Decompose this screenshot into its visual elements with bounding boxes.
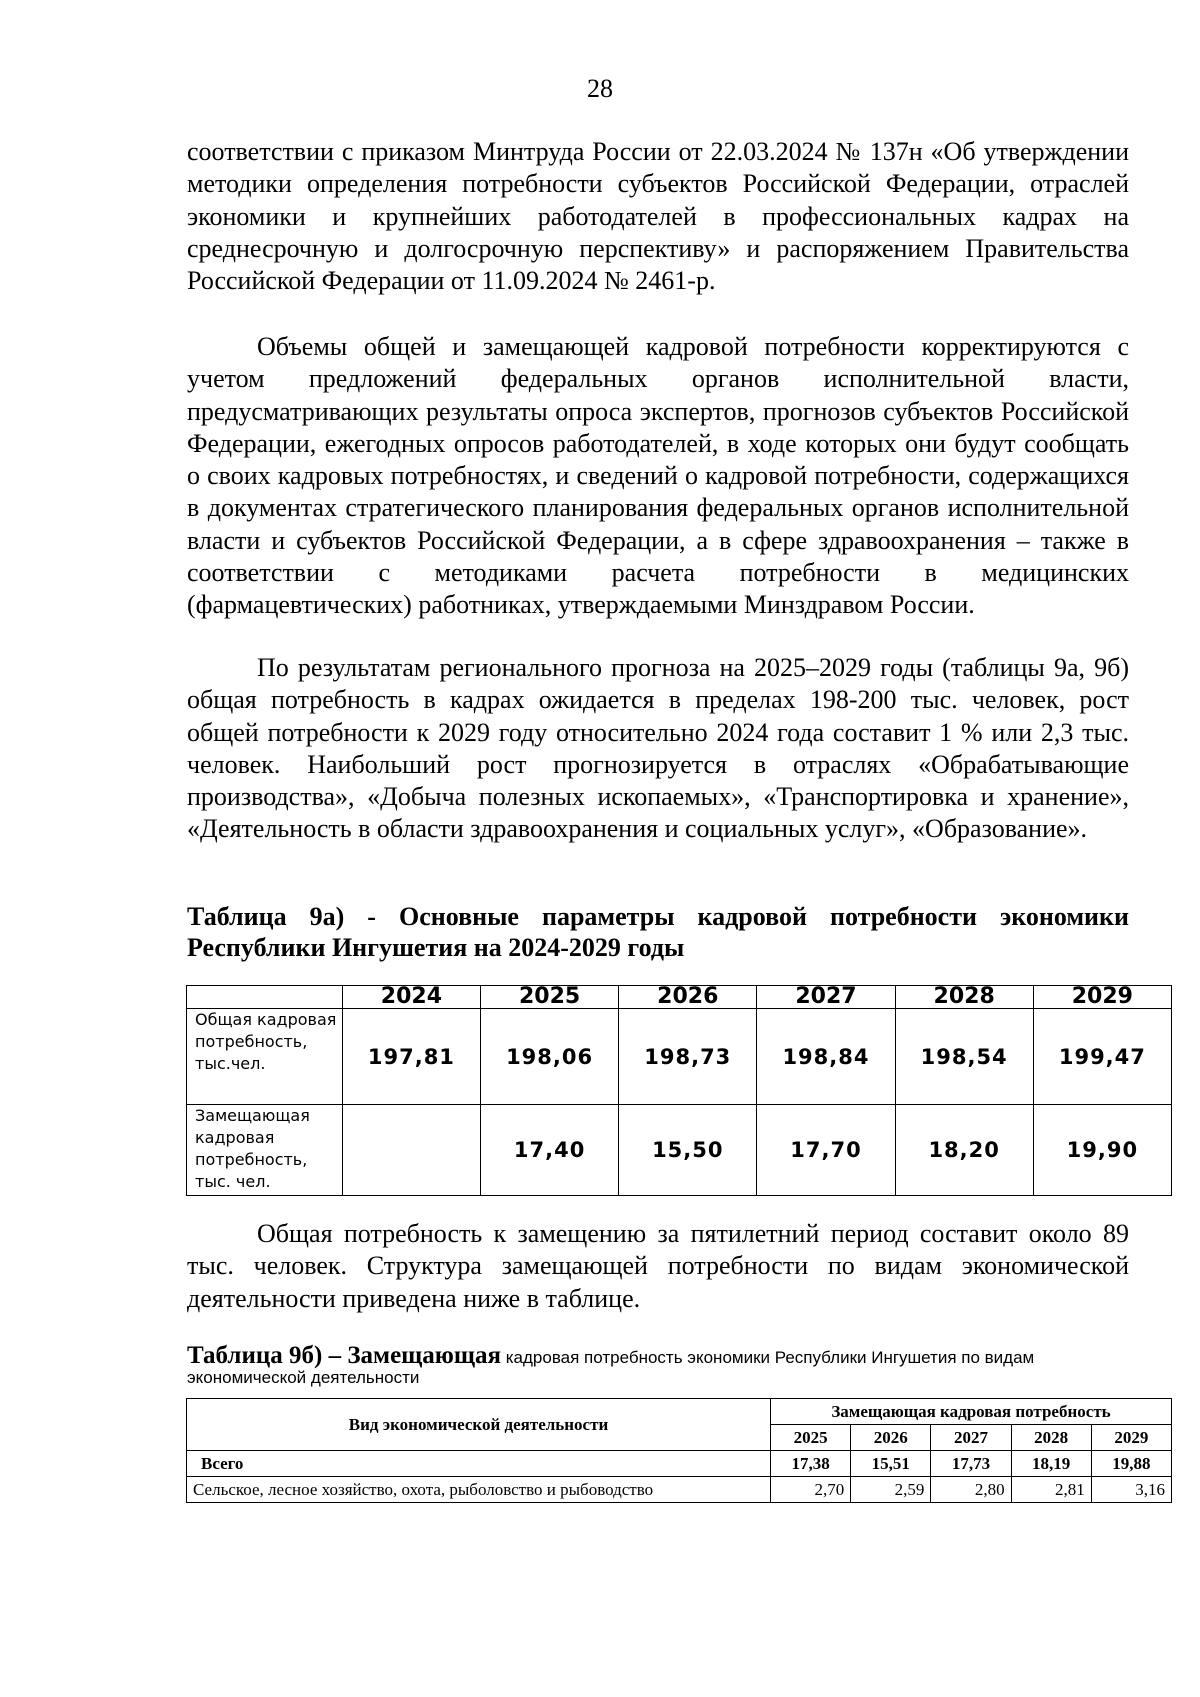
table-cell: 17,73 bbox=[931, 1451, 1011, 1477]
table-cell: 15,51 bbox=[851, 1451, 931, 1477]
table-9a-caption: Таблица 9а) - Основные параметры кадровой потребности экономики Республики Ингушетия на 2024-2029 годы bbox=[187, 902, 1129, 962]
table-cell: 198,54 bbox=[895, 1009, 1033, 1105]
table-9a-year-header: 2024 bbox=[342, 986, 480, 1009]
table-9a-year-header: 2027 bbox=[757, 986, 895, 1009]
paragraph-2: Объемы общей и замещающей кадровой потребности корректируются с учетом предложений федеральных органов исполнительной власти, предусматривающих результаты опроса экспертов, прогнозов субъектов Российской Федерации, ежегодных опросов работодателей, в ходе которых они будут сообщать о своих кадровых потребностях, и сведений о кадровой потребности, содержащихся в документах стратегического планирования федеральных органов исполнительной власти и субъектов Российской Федерации, а в сфере здравоохранения – также в соответствии с методиками расчета потребности в медицинских (фармацевтических) работниках, утверждаемыми Минздравом России. bbox=[187, 332, 1129, 620]
table-9b-caption-rest: кадровая потребность экономики Республики Ингушетия по видам экономической деятельности bbox=[187, 1348, 1035, 1387]
table-9a-header-row bbox=[187, 986, 1172, 1009]
table-cell: 17,40 bbox=[481, 1105, 619, 1196]
table-cell: 19,88 bbox=[1091, 1451, 1171, 1477]
table-9b-caption bbox=[187, 1342, 1129, 1388]
row-label: Общая кадровая потребность, тыс.чел. bbox=[187, 1009, 343, 1105]
table-9a-year-header: 2029 bbox=[1033, 986, 1171, 1009]
paragraph-3: По результатам регионального прогноза на 2025–2029 годы (таблицы 9а, 9б) общая потребность в кадрах ожидается в пределах 198-200 тыс. человек, рост общей потребности к 2029 году относительно 2024 года составит 1 % или 2,3 тыс. человек. Наибольший рост прогнозируется в отраслях «Обрабатывающие производства», «Добыча полезных ископаемых», «Транспортировка и хранение», «Деятельность в области здравоохранения и социальных услуг», «Образование». bbox=[187, 653, 1129, 844]
table-9a-year-header: 2028 bbox=[895, 986, 1033, 1009]
table-9b-year-header: 2025 bbox=[771, 1425, 851, 1451]
table-9b-year-header: 2026 bbox=[851, 1425, 931, 1451]
row-label: Всего bbox=[187, 1451, 771, 1477]
table-cell: 2,80 bbox=[931, 1477, 1011, 1503]
table-9b-caption-bold: Таблица 9б) – Замещающая bbox=[187, 1342, 502, 1369]
table-9a-year-header: 2025 bbox=[481, 986, 619, 1009]
table-cell: 15,50 bbox=[619, 1105, 757, 1196]
table-9b-header-row bbox=[187, 1399, 1172, 1425]
table-cell: 198,73 bbox=[619, 1009, 757, 1105]
table-cell: 2,59 bbox=[851, 1477, 931, 1503]
column-header-kind: Вид экономической деятельности bbox=[187, 1399, 771, 1451]
table-cell: 19,90 bbox=[1033, 1105, 1171, 1196]
table-9b-year-header: 2029 bbox=[1091, 1425, 1171, 1451]
row-label: Сельское, лесное хозяйство, охота, рыболовство и рыбоводство bbox=[187, 1477, 771, 1503]
page-number: 28 bbox=[587, 74, 613, 103]
column-header-group: Замещающая кадровая потребность bbox=[771, 1399, 1172, 1425]
table-cell: 197,81 bbox=[342, 1009, 480, 1105]
table-cell: 2,70 bbox=[771, 1477, 851, 1503]
table-cell: 198,06 bbox=[481, 1009, 619, 1105]
table-9a-corner-cell bbox=[187, 986, 343, 1009]
table-cell bbox=[342, 1105, 480, 1196]
table-9a bbox=[186, 985, 1172, 1196]
table-cell: 17,70 bbox=[757, 1105, 895, 1196]
table-9b-year-header: 2027 bbox=[931, 1425, 1011, 1451]
table-row-total bbox=[187, 1451, 1172, 1477]
table-cell: 199,47 bbox=[1033, 1009, 1171, 1105]
table-9b-year-header: 2028 bbox=[1011, 1425, 1091, 1451]
table-cell: 18,19 bbox=[1011, 1451, 1091, 1477]
table-9a-year-header: 2026 bbox=[619, 986, 757, 1009]
paragraph-4: Общая потребность к замещению за пятилетний период составит около 89 тыс. человек. Структура замещающей потребности по видам экономической деятельности приведена ниже в таблице. bbox=[187, 1219, 1129, 1313]
table-cell: 198,84 bbox=[757, 1009, 895, 1105]
table-cell: 18,20 bbox=[895, 1105, 1033, 1196]
table-row bbox=[187, 1105, 1172, 1196]
table-cell: 2,81 bbox=[1011, 1477, 1091, 1503]
table-row bbox=[187, 1009, 1172, 1105]
table-cell: 17,38 bbox=[771, 1451, 851, 1477]
table-9b bbox=[186, 1398, 1172, 1503]
paragraph-1: соответствии с приказом Минтруда России от 22.03.2024 № 137н «Об утверждении методики определения потребности субъектов Российской Федерации, отраслей экономики и крупнейших работодателей в профессиональных кадрах на среднесрочную и долгосрочную перспективу» и распоряжением Правительства Российской Федерации от 11.09.2024 № 2461-р. bbox=[187, 137, 1129, 296]
table-cell: 3,16 bbox=[1091, 1477, 1171, 1503]
table-row bbox=[187, 1477, 1172, 1503]
row-label: Замещающая кадровая потребность, тыс. чел. bbox=[187, 1105, 343, 1196]
